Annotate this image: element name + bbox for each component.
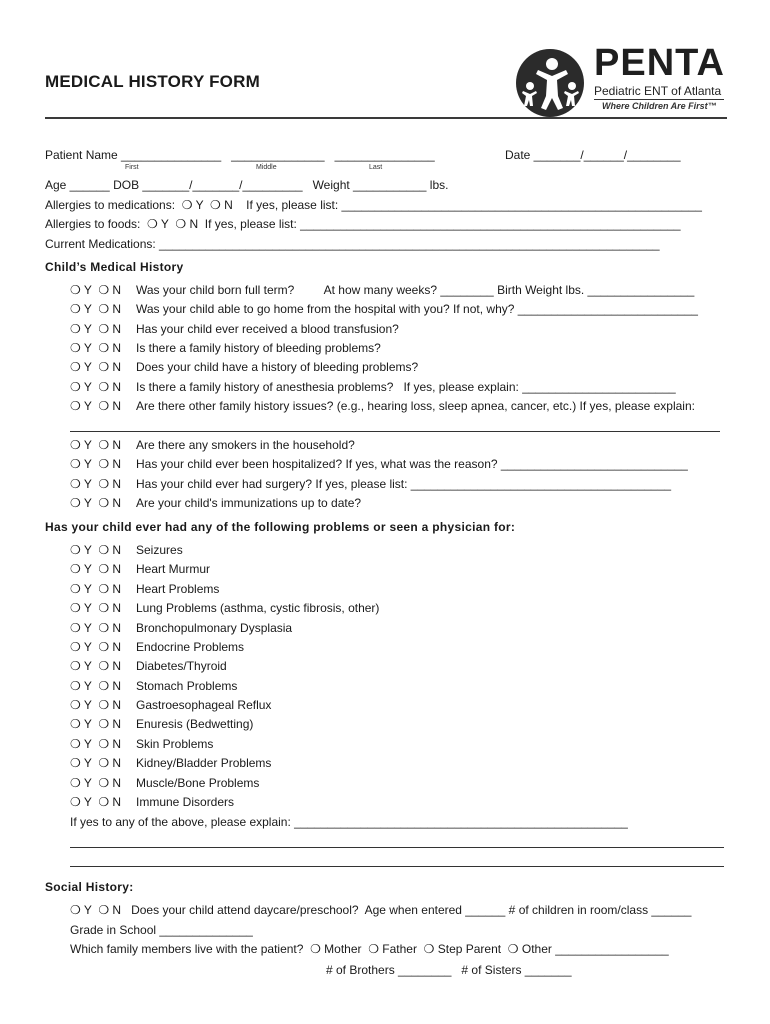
yn-checkbox-group[interactable]: ❍ Y ❍ N <box>70 438 122 452</box>
food-allergies-field[interactable]: Allergies to foods: ❍ Y ❍ N If yes, please list: _________________________________________________________ <box>45 217 681 231</box>
yn-checkbox-group[interactable]: ❍ Y ❍ N <box>70 776 122 790</box>
question-family-bleeding: Is there a family history of bleeding problems? <box>136 341 381 355</box>
question-full-term: Was your child born full term? At how many weeks? ________ Birth Weight lbs. ________________ <box>136 283 695 297</box>
problem-item: Enuresis (Bedwetting) <box>136 717 254 731</box>
logo-tagline: Where Children Are First™ <box>602 101 717 111</box>
problems-explain-field[interactable]: If yes to any of the above, please explain: __________________________________________________ <box>70 815 628 829</box>
problem-item: Lung Problems (asthma, cystic fibrosis, other) <box>136 601 380 615</box>
logo-divider <box>594 99 724 100</box>
logo-subtitle: Pediatric ENT of Atlanta <box>594 84 722 98</box>
explain-blank-line[interactable] <box>70 847 724 848</box>
yn-checkbox-group[interactable]: ❍ Y ❍ N <box>70 659 122 673</box>
problem-item: Kidney/Bladder Problems <box>136 756 272 770</box>
yn-checkbox-group[interactable]: ❍ Y ❍ N <box>70 737 122 751</box>
grade-in-school-field[interactable]: Grade in School ______________ <box>70 923 253 937</box>
yn-checkbox-group[interactable]: ❍ Y ❍ N <box>70 457 122 471</box>
question-family-issues: Are there other family history issues? (e.g., hearing loss, sleep apnea, cancer, etc.) If yes, please explain: <box>136 399 695 413</box>
question-smokers: Are there any smokers in the household? <box>136 438 355 452</box>
date-field[interactable]: Date _______/______/________ <box>505 148 681 162</box>
question-child-bleeding: Does your child have a history of bleeding problems? <box>136 360 419 374</box>
yn-checkbox-group[interactable]: ❍ Y ❍ N <box>70 283 122 297</box>
explain-blank-line[interactable] <box>70 866 724 867</box>
yn-checkbox-group[interactable]: ❍ Y ❍ N <box>70 302 122 316</box>
yn-checkbox-group[interactable]: ❍ Y ❍ N <box>70 322 122 336</box>
question-go-home: Was your child able to go home from the hospital with you? If not, why? ___________________________ <box>136 302 698 316</box>
yn-checkbox-group[interactable]: ❍ Y ❍ N <box>70 601 122 615</box>
logo-wordmark: PENTA <box>594 42 725 84</box>
current-medications-field[interactable]: Current Medications: ___________________________________________________________________________ <box>45 237 660 251</box>
section-social-history: Social History: <box>45 880 134 894</box>
yn-checkbox-group[interactable]: ❍ Y ❍ N <box>70 543 122 557</box>
first-name-caption: First <box>125 164 139 171</box>
middle-name-caption: Middle <box>256 164 277 171</box>
yn-checkbox-group[interactable]: ❍ Y ❍ N <box>70 562 122 576</box>
problem-item: Gastroesophageal Reflux <box>136 698 272 712</box>
problem-item: Bronchopulmonary Dysplasia <box>136 621 293 635</box>
problem-item: Endocrine Problems <box>136 640 245 654</box>
question-transfusion: Has your child ever received a blood transfusion? <box>136 322 399 336</box>
section-child-medical-history: Child’s Medical History <box>45 260 184 274</box>
penta-logo <box>514 42 726 118</box>
question-anesthesia: Is there a family history of anesthesia problems? If yes, please explain: _______________________ <box>136 380 676 394</box>
medication-allergies-field[interactable]: Allergies to medications: ❍ Y ❍ N If yes, please list: ______________________________________________________ <box>45 198 702 212</box>
yn-checkbox-group[interactable]: ❍ Y ❍ N <box>70 756 122 770</box>
siblings-field[interactable]: # of Brothers ________ # of Sisters _______ <box>326 963 572 977</box>
daycare-question[interactable]: ❍ Y ❍ N Does your child attend daycare/preschool? Age when entered ______ # of children in room/class ______ <box>70 903 692 917</box>
yn-checkbox-group[interactable]: ❍ Y ❍ N <box>70 496 122 510</box>
yn-checkbox-group[interactable]: ❍ Y ❍ N <box>70 380 122 394</box>
problem-item: Muscle/Bone Problems <box>136 776 260 790</box>
yn-checkbox-group[interactable]: ❍ Y ❍ N <box>70 679 122 693</box>
problem-item: Heart Problems <box>136 582 220 596</box>
yn-checkbox-group[interactable]: ❍ Y ❍ N <box>70 582 122 596</box>
problem-item: Diabetes/Thyroid <box>136 659 227 673</box>
patient-name-field[interactable]: Patient Name _______________ ______________ _______________ <box>45 148 435 162</box>
yn-checkbox-group[interactable]: ❍ Y ❍ N <box>70 341 122 355</box>
yn-checkbox-group[interactable]: ❍ Y ❍ N <box>70 717 122 731</box>
yn-checkbox-group[interactable]: ❍ Y ❍ N <box>70 640 122 654</box>
question-surgery: Has your child ever had surgery? If yes, please list: _______________________________________ <box>136 477 672 491</box>
section-problems: Has your child ever had any of the following problems or seen a physician for: <box>45 520 516 534</box>
yn-checkbox-group[interactable]: ❍ Y ❍ N <box>70 795 122 809</box>
form-title: MEDICAL HISTORY FORM <box>45 72 260 91</box>
question-immunizations: Are your child's immunizations up to date? <box>136 496 362 510</box>
problem-item: Skin Problems <box>136 737 214 751</box>
explain-blank-line[interactable] <box>70 431 720 432</box>
yn-checkbox-group[interactable]: ❍ Y ❍ N <box>70 399 122 413</box>
age-dob-weight-field[interactable]: Age ______ DOB _______/_______/_________ Weight ___________ lbs. <box>45 178 449 192</box>
last-name-caption: Last <box>369 164 383 171</box>
yn-checkbox-group[interactable]: ❍ Y ❍ N <box>70 360 122 374</box>
question-hospitalized: Has your child ever been hospitalized? If yes, what was the reason? ____________________________ <box>136 457 688 471</box>
yn-checkbox-group[interactable]: ❍ Y ❍ N <box>70 477 122 491</box>
title-rule <box>45 117 727 119</box>
yn-checkbox-group[interactable]: ❍ Y ❍ N <box>70 621 122 635</box>
problem-item: Heart Murmur <box>136 562 211 576</box>
yn-checkbox-group[interactable]: ❍ Y ❍ N <box>70 698 122 712</box>
children-logo-icon <box>514 48 592 118</box>
problem-item: Stomach Problems <box>136 679 238 693</box>
family-members-question[interactable]: Which family members live with the patient? ❍ Mother ❍ Father ❍ Step Parent ❍ Other _________________ <box>70 942 669 956</box>
problem-item: Immune Disorders <box>136 795 235 809</box>
problem-item: Seizures <box>136 543 183 557</box>
